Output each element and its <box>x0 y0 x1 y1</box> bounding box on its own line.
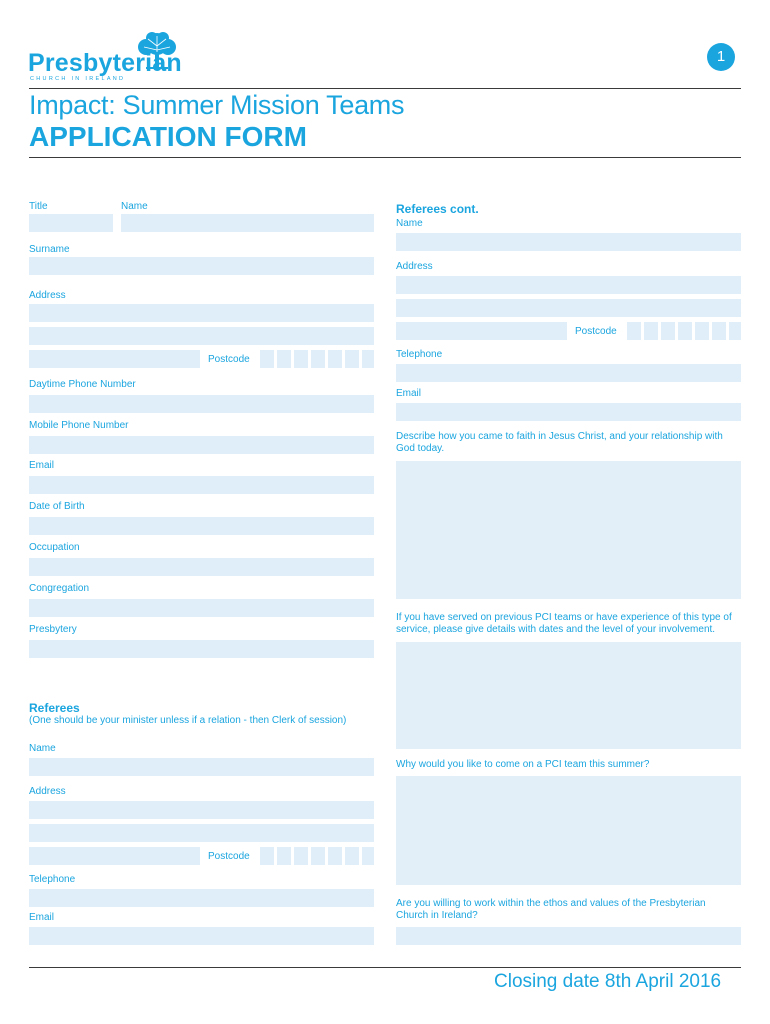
logo-wordmark: Presbyterian <box>28 49 182 77</box>
presbytery-label: Presbytery <box>29 624 77 635</box>
referee-email-field[interactable] <box>29 927 374 945</box>
name-field[interactable] <box>121 214 374 232</box>
referee2-postcode-char-field[interactable] <box>644 322 658 340</box>
referee-telephone-field[interactable] <box>29 889 374 907</box>
address-line-2-field[interactable] <box>29 327 374 345</box>
referee-address-line-3-field[interactable] <box>29 847 200 865</box>
referee2-postcode-label: Postcode <box>575 326 617 337</box>
referee2-email-label: Email <box>396 388 422 399</box>
surname-label: Surname <box>29 244 70 255</box>
dob-label: Date of Birth <box>29 501 85 512</box>
referee2-address-label: Address <box>396 261 433 272</box>
referee-name-label: Name <box>29 743 56 754</box>
form-subtitle: APPLICATION FORM <box>29 121 307 152</box>
address-line-3-field[interactable] <box>29 350 200 368</box>
referee2-name-label: Name <box>396 218 423 229</box>
email-label: Email <box>29 460 55 471</box>
logo-tagline: CHURCH IN IRELAND <box>30 76 126 82</box>
referee-address-line-2-field[interactable] <box>29 824 374 842</box>
faith-answer-box[interactable] <box>396 461 741 599</box>
referee2-postcode-char-field[interactable] <box>627 322 641 340</box>
footer-divider <box>29 967 741 968</box>
page-number-badge: 1 <box>707 43 735 71</box>
referee-postcode-char-field[interactable] <box>345 847 359 865</box>
referees-cont-heading: Referees cont. <box>396 202 479 216</box>
presbytery-field[interactable] <box>29 640 374 658</box>
referee-postcode-char-field[interactable] <box>277 847 291 865</box>
referee2-name-field[interactable] <box>396 233 741 251</box>
postcode-char-field[interactable] <box>328 350 342 368</box>
referee-name-field[interactable] <box>29 758 374 776</box>
postcode-label: Postcode <box>208 354 250 365</box>
previous-service-answer-box[interactable] <box>396 642 741 749</box>
occupation-label: Occupation <box>29 542 80 553</box>
surname-field[interactable] <box>29 257 374 275</box>
postcode-char-field[interactable] <box>277 350 291 368</box>
referee2-postcode-char-field[interactable] <box>729 322 741 340</box>
title-field[interactable] <box>29 214 113 232</box>
referee-postcode-label: Postcode <box>208 851 250 862</box>
referees-note: (One should be your minister unless if a relation - then Clerk of session) <box>29 715 347 726</box>
previous-service-question: If you have served on previous PCI teams or have experience of this type of service, please give details with dates and the level of your involvement. <box>396 612 732 635</box>
dob-field[interactable] <box>29 517 374 535</box>
faith-question: Describe how you came to faith in Jesus Christ, and your relationship with God today. <box>396 431 723 454</box>
referee-address-label: Address <box>29 786 66 797</box>
referee2-postcode-char-field[interactable] <box>712 322 726 340</box>
referee-postcode-char-field[interactable] <box>362 847 374 865</box>
name-label: Name <box>121 201 148 212</box>
referee2-telephone-label: Telephone <box>396 349 443 360</box>
presbyterian-logo <box>28 30 198 86</box>
ethos-answer-field[interactable] <box>396 927 741 945</box>
referee-postcode-char-field[interactable] <box>260 847 274 865</box>
referee-postcode-char-field[interactable] <box>328 847 342 865</box>
ethos-question: Are you willing to work within the ethos and values of the Presbyterian Church in Ireland? <box>396 898 706 921</box>
postcode-char-field[interactable] <box>362 350 374 368</box>
daytime-phone-field[interactable] <box>29 395 374 413</box>
postcode-char-field[interactable] <box>345 350 359 368</box>
referee-address-line-1-field[interactable] <box>29 801 374 819</box>
postcode-char-field[interactable] <box>260 350 274 368</box>
referee2-postcode-char-field[interactable] <box>661 322 675 340</box>
closing-date-value: 8th April 2016 <box>604 971 722 992</box>
congregation-label: Congregation <box>29 583 90 594</box>
email-field[interactable] <box>29 476 374 494</box>
closing-date-prefix: Closing date <box>494 971 600 992</box>
header-divider <box>29 88 741 89</box>
closing-date <box>494 971 721 993</box>
referee2-telephone-field[interactable] <box>396 364 741 382</box>
referee-email-label: Email <box>29 912 55 923</box>
referee-postcode-char-field[interactable] <box>311 847 325 865</box>
postcode-char-field[interactable] <box>294 350 308 368</box>
form-title: Impact: Summer Mission Teams <box>29 90 405 120</box>
title-label: Title <box>29 201 48 212</box>
referee-telephone-label: Telephone <box>29 874 76 885</box>
referee2-postcode-char-field[interactable] <box>695 322 709 340</box>
occupation-field[interactable] <box>29 558 374 576</box>
postcode-char-field[interactable] <box>311 350 325 368</box>
referee-postcode-char-field[interactable] <box>294 847 308 865</box>
mobile-phone-field[interactable] <box>29 436 374 454</box>
referee2-postcode-char-field[interactable] <box>678 322 692 340</box>
referee2-email-field[interactable] <box>396 403 741 421</box>
daytime-phone-label: Daytime Phone Number <box>29 379 136 390</box>
referee2-address-line-1-field[interactable] <box>396 276 741 294</box>
referee2-address-line-2-field[interactable] <box>396 299 741 317</box>
referees-heading: Referees <box>29 701 80 715</box>
why-answer-box[interactable] <box>396 776 741 885</box>
congregation-field[interactable] <box>29 599 374 617</box>
mobile-phone-label: Mobile Phone Number <box>29 420 129 431</box>
address-line-1-field[interactable] <box>29 304 374 322</box>
why-question: Why would you like to come on a PCI team this summer? <box>396 759 650 770</box>
title-divider <box>29 157 741 158</box>
address-label: Address <box>29 290 66 301</box>
referee2-address-line-3-field[interactable] <box>396 322 567 340</box>
